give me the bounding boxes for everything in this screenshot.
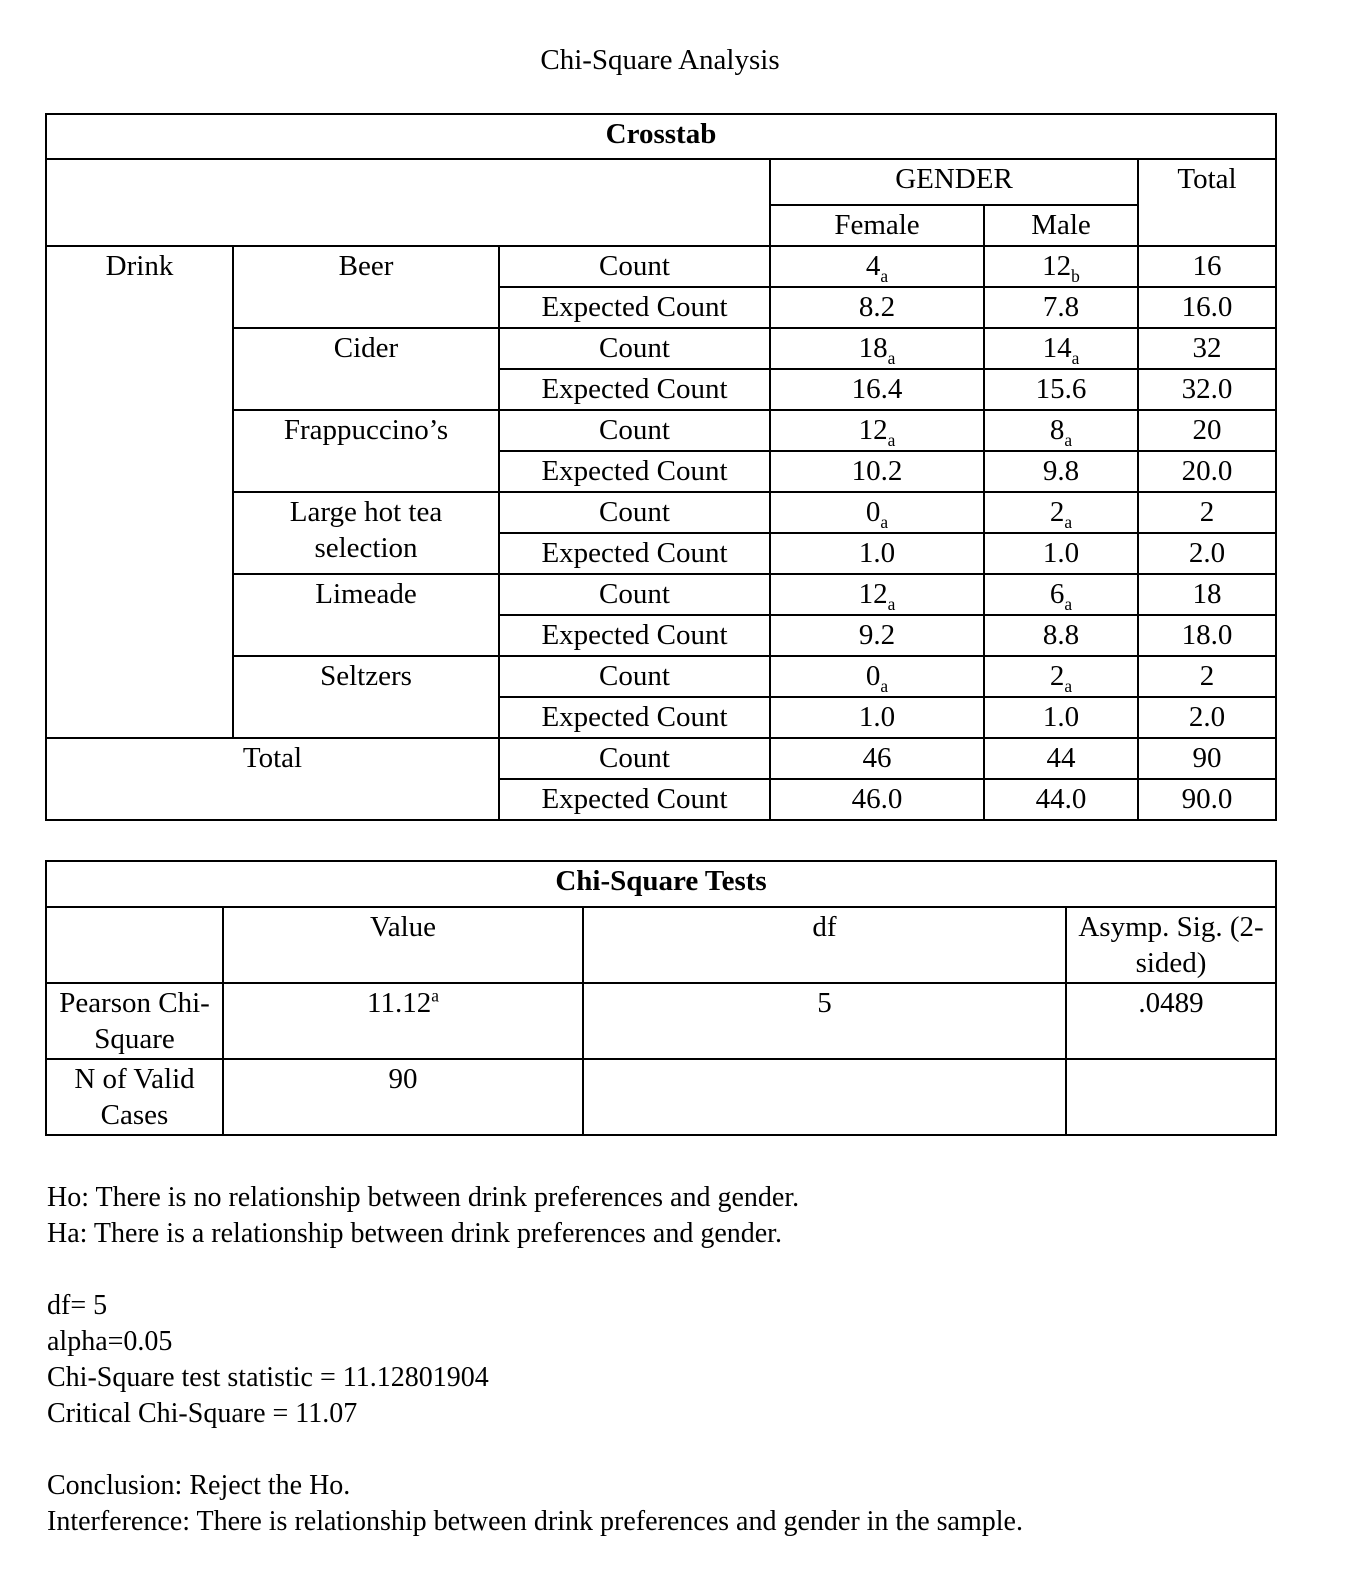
stat-label-count: Count <box>499 738 770 779</box>
alt-hypothesis-line: Ha: There is a relationship between drink preferences and gender. <box>47 1218 782 1249</box>
count-total-cell: 2 <box>1138 492 1276 533</box>
table-row <box>46 738 1276 779</box>
footnote-mark: a <box>887 347 896 368</box>
count-total-cell: 32 <box>1138 328 1276 369</box>
expected-total-cell: 16.0 <box>1138 287 1276 328</box>
table-row <box>46 246 1276 287</box>
count-cell: $2_a$ <box>984 492 1138 533</box>
test-df-cell <box>583 1059 1066 1135</box>
value-column-header: Value <box>223 907 583 983</box>
stat-label-expected: Expected Count <box>499 779 770 820</box>
count-cell: $4_a$ <box>770 246 984 287</box>
total-column-header: Total <box>1138 159 1276 246</box>
drink-label-frappuccinos: Frappuccino’s <box>233 410 499 492</box>
crosstab-corner-cell <box>46 159 770 246</box>
df-column-header: df <box>583 907 1066 983</box>
crosstab-table <box>45 113 1277 821</box>
stat-label-expected: Expected Count <box>499 287 770 328</box>
sig-column-header: Asymp. Sig. (2-sided) <box>1066 907 1276 983</box>
male-column-header: Male <box>984 205 1138 246</box>
expected-total-cell: 20.0 <box>1138 451 1276 492</box>
stat-label-count: Count <box>499 574 770 615</box>
footnote-mark: a <box>880 511 889 532</box>
expected-cell: 1.0 <box>770 533 984 574</box>
stat-label-expected: Expected Count <box>499 369 770 410</box>
table-row <box>46 983 1276 1059</box>
footnote-mark: a <box>1064 511 1073 532</box>
footnote-mark: a <box>880 675 889 696</box>
count-total-cell: 16 <box>1138 246 1276 287</box>
expected-cell: 9.2 <box>770 615 984 656</box>
count-cell: $12_a$ <box>770 410 984 451</box>
drink-label-cider: Cider <box>233 328 499 410</box>
gender-column-group-header: GENDER <box>770 159 1138 205</box>
footnote-mark: a <box>1064 593 1073 614</box>
expected-total-cell: 2.0 <box>1138 697 1276 738</box>
test-df-cell: 5 <box>583 983 1066 1059</box>
test-sig-cell: .0489 <box>1066 983 1276 1059</box>
count-total-cell: 2 <box>1138 656 1276 697</box>
expected-cell: 7.8 <box>984 287 1138 328</box>
df-line: df= 5 <box>47 1290 108 1321</box>
stat-label-count: Count <box>499 492 770 533</box>
count-total-cell: 18 <box>1138 574 1276 615</box>
footnote-mark: b <box>1071 265 1080 286</box>
count-cell: $8_a$ <box>984 410 1138 451</box>
expected-cell: 15.6 <box>984 369 1138 410</box>
blank-line <box>47 1432 1275 1468</box>
expected-cell: 44.0 <box>984 779 1138 820</box>
count-cell: $2_a$ <box>984 656 1138 697</box>
stat-label-expected: Expected Count <box>499 451 770 492</box>
document-content <box>45 0 1275 1570</box>
test-statistic-line: Chi-Square test statistic = 11.12801904 <box>47 1362 489 1393</box>
critical-value-line: Critical Chi-Square = 11.07 <box>47 1398 358 1429</box>
footnote-mark: a <box>1064 429 1073 450</box>
blank-line <box>47 1252 1275 1288</box>
expected-cell: 1.0 <box>984 533 1138 574</box>
count-cell: 46 <box>770 738 984 779</box>
female-column-header: Female <box>770 205 984 246</box>
drink-label-limeade: Limeade <box>233 574 499 656</box>
tests-corner-cell <box>46 907 223 983</box>
test-sig-cell <box>1066 1059 1276 1135</box>
analysis-notes <box>47 1180 1275 1570</box>
expected-total-cell: 32.0 <box>1138 369 1276 410</box>
footnote-mark: a <box>887 593 896 614</box>
count-cell: $18_a$ <box>770 328 984 369</box>
footnote-mark: a <box>1071 347 1080 368</box>
stat-label-expected: Expected Count <box>499 697 770 738</box>
count-cell: $6_a$ <box>984 574 1138 615</box>
footnote-mark: a <box>1064 675 1073 696</box>
expected-cell: 1.0 <box>984 697 1138 738</box>
null-hypothesis-line: Ho: There is no relationship between drink preferences and gender. <box>47 1182 800 1213</box>
stat-label-count: Count <box>499 328 770 369</box>
count-cell: $0_a$ <box>770 492 984 533</box>
drink-dimension-label: Drink <box>46 246 233 738</box>
expected-cell: 9.8 <box>984 451 1138 492</box>
expected-cell: 8.2 <box>770 287 984 328</box>
stat-label-count: Count <box>499 246 770 287</box>
stat-label-expected: Expected Count <box>499 615 770 656</box>
count-cell: $12_a$ <box>770 574 984 615</box>
chi-square-tests-table <box>45 860 1277 1136</box>
expected-total-cell: 90.0 <box>1138 779 1276 820</box>
stat-label-count: Count <box>499 410 770 451</box>
stat-label-count: Count <box>499 656 770 697</box>
test-value-cell: 11.12$^a$ <box>223 983 583 1059</box>
expected-total-cell: 18.0 <box>1138 615 1276 656</box>
count-cell: $0_a$ <box>770 656 984 697</box>
expected-total-cell: 2.0 <box>1138 533 1276 574</box>
chi-square-tests-title: Chi-Square Tests <box>46 861 1276 907</box>
stat-label-expected: Expected Count <box>499 533 770 574</box>
expected-cell: 16.4 <box>770 369 984 410</box>
test-value-cell: 90 <box>223 1059 583 1135</box>
page-title: Chi-Square Analysis <box>540 44 780 76</box>
drink-label-beer: Beer <box>233 246 499 328</box>
count-total-cell: 20 <box>1138 410 1276 451</box>
footnote-mark: a <box>880 265 889 286</box>
expected-cell: 1.0 <box>770 697 984 738</box>
crosstab-title: Crosstab <box>46 114 1276 159</box>
total-row-label: Total <box>46 738 499 820</box>
drink-label-large-hot-tea: Large hot tea selection <box>233 492 499 574</box>
test-row-label: N of Valid Cases <box>46 1059 223 1135</box>
conclusion-line: Conclusion: Reject the Ho. <box>47 1470 351 1501</box>
expected-cell: 8.8 <box>984 615 1138 656</box>
count-cell: $12_b$ <box>984 246 1138 287</box>
expected-cell: 46.0 <box>770 779 984 820</box>
test-row-label: Pearson Chi-Square <box>46 983 223 1059</box>
drink-label-seltzers: Seltzers <box>233 656 499 738</box>
inference-line: Interference: There is relationship between drink preferences and gender in the sample. <box>47 1506 1023 1537</box>
expected-cell: 10.2 <box>770 451 984 492</box>
footnote-mark: a <box>887 429 896 450</box>
count-total-cell: 90 <box>1138 738 1276 779</box>
table-row <box>46 1059 1276 1135</box>
count-cell: 44 <box>984 738 1138 779</box>
footnote-mark: a <box>431 985 439 1006</box>
alpha-line: alpha=0.05 <box>47 1326 173 1357</box>
count-cell: $14_a$ <box>984 328 1138 369</box>
